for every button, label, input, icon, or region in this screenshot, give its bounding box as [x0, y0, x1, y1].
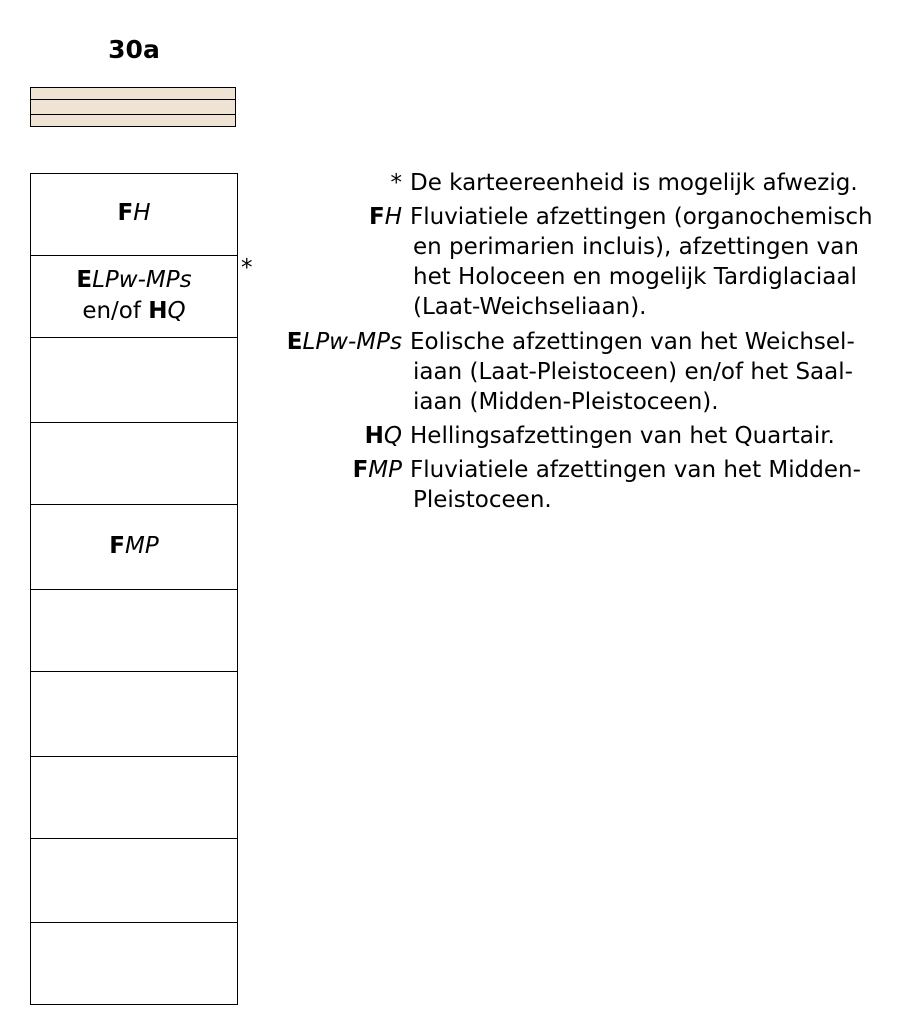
legend-description-line: het Holoceen en mogelijk Tardiglaciaal [413, 264, 857, 290]
surface-layer-bands [30, 87, 236, 127]
code-part: MP [125, 532, 159, 559]
unit-boundary-line [31, 504, 237, 505]
unit-label-line [31, 296, 237, 327]
unit-boundary-line [31, 422, 237, 423]
legend-description-line: iaan (Laat-Pleistoceen) en/of het Saal- [413, 359, 853, 385]
legend-description-line: Fluviatiele afzettingen (organochemisch [410, 204, 873, 230]
band-divider [31, 114, 235, 115]
code-part: en/of [82, 298, 149, 324]
unit-boundary-line [31, 671, 237, 672]
code-part: H [364, 423, 384, 449]
legend-code [287, 327, 402, 357]
code-part: E [76, 267, 93, 293]
code-part: Q [383, 423, 402, 449]
legend-description-line: (Laat-Weichseliaan). [413, 294, 647, 320]
code-part: F [352, 457, 369, 483]
legend-description-line: en perimarien incluis), afzettingen van [413, 234, 859, 260]
code-part: F [109, 532, 125, 559]
legend-code [353, 455, 402, 485]
unit-label-line [31, 198, 237, 229]
legend-description-line: Eolische afzettingen van het Weichsel- [410, 329, 855, 355]
legend-description-line: De karteereenheid is mogelijk afwezig. [410, 170, 858, 196]
legend-description-line: Pleistoceen. [413, 487, 552, 513]
legend-description-line: Fluviatiele afzettingen van het Midden- [410, 457, 861, 483]
legend-code [369, 202, 402, 232]
unit-label [31, 265, 237, 327]
unit-boundary-line [31, 922, 237, 923]
code-part: F [368, 204, 385, 230]
unit-boundary-line [31, 756, 237, 757]
unit-boundary-line [31, 337, 237, 338]
unit-label [31, 531, 237, 562]
code-part: E [286, 329, 303, 355]
unit-label [31, 198, 237, 229]
unit-boundary-line [31, 589, 237, 590]
code-part: H [133, 200, 151, 226]
unit-boundary-line [31, 838, 237, 839]
code-part: LPw-MPs [92, 267, 192, 293]
code-part: F [117, 200, 134, 226]
code-part: Q [167, 298, 186, 324]
unit-label-line [31, 531, 237, 562]
code-part: H [148, 298, 168, 324]
profile-title: 30a [108, 35, 160, 64]
code-part: * [390, 170, 402, 196]
unit-boundary-line [31, 255, 237, 256]
borehole-profile-column [30, 173, 238, 1005]
legend-description-line: Hellingsafzettingen van het Quartair. [410, 423, 835, 449]
unit-label-line [31, 265, 237, 296]
band-divider [31, 99, 235, 100]
optional-unit-marker: * [241, 255, 253, 281]
code-part: LPw-MPs [302, 329, 402, 355]
legend-code [365, 421, 402, 451]
code-part: MP [368, 457, 402, 483]
legend-code [391, 168, 403, 198]
legend-description-line: iaan (Midden-Pleistoceen). [413, 389, 719, 415]
code-part: H [384, 204, 402, 230]
